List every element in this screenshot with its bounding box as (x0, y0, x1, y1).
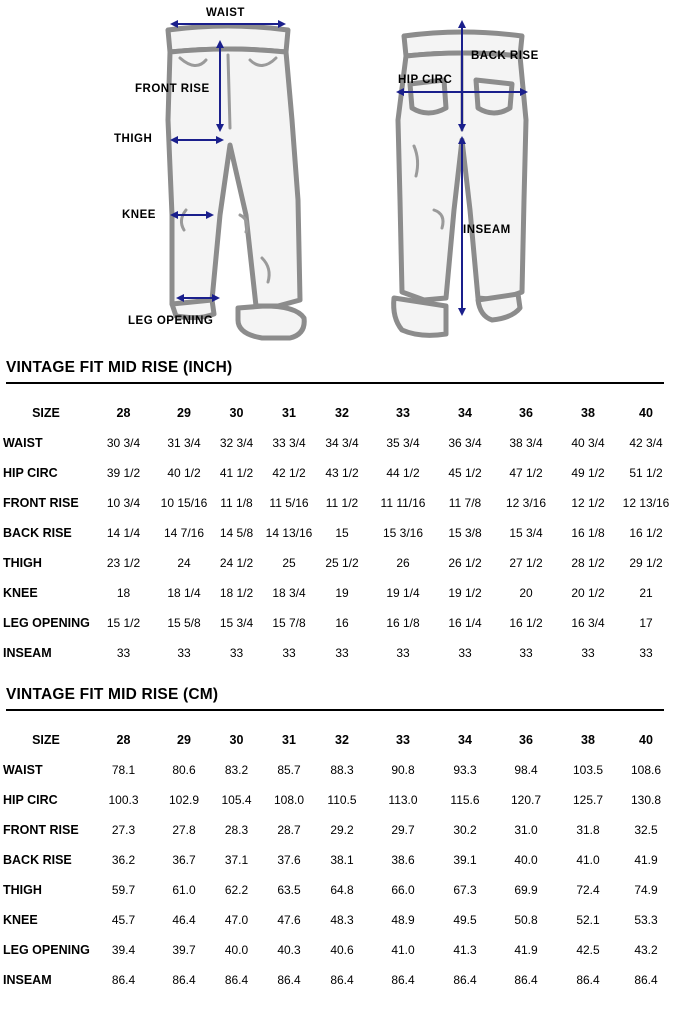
row-label: LEG OPENING (3, 616, 90, 630)
size-header: SIZE (32, 733, 60, 747)
table-header-row (0, 398, 678, 428)
size-column-header: 40 (639, 733, 653, 747)
table-cell: 33 (581, 646, 595, 660)
table-row (0, 785, 678, 815)
table-cell: 93.3 (453, 763, 477, 777)
table-cell: 40.0 (224, 943, 249, 957)
table-cell: 86.4 (111, 973, 136, 987)
table-cell: 40 3/4 (571, 436, 605, 450)
table-row (0, 458, 678, 488)
table-cell: 10 15/16 (160, 496, 208, 510)
table-row (0, 845, 678, 875)
table-cell: 90.8 (391, 763, 415, 777)
table-row (0, 965, 678, 995)
size-column-header: 29 (177, 406, 191, 420)
row-label: INSEAM (3, 973, 52, 987)
table-cell: 45 1/2 (448, 466, 482, 480)
table-cell: 28.7 (277, 823, 301, 837)
table-cell: 32 3/4 (219, 436, 254, 450)
table-cell: 33 (282, 646, 296, 660)
cm-title-divider (6, 709, 664, 711)
table-cell: 83.2 (224, 763, 249, 777)
table-cell: 41.0 (391, 943, 415, 957)
table-cell: 26 1/2 (448, 556, 482, 570)
size-column-header: 33 (396, 733, 410, 747)
row-label: BACK RISE (3, 853, 72, 867)
table-row (0, 815, 678, 845)
table-cell: 69.9 (514, 883, 538, 897)
table-cell: 130.8 (630, 793, 662, 807)
size-column-header: 30 (229, 733, 244, 747)
table-cell: 49.5 (453, 913, 477, 927)
table-cell: 86.4 (514, 973, 538, 987)
table-cell: 59.7 (111, 883, 136, 897)
table-cell: 25 (282, 556, 296, 570)
table-cell: 16 1/2 (629, 526, 663, 540)
size-column-header: 33 (396, 406, 410, 420)
table-cell: 52.1 (576, 913, 600, 927)
table-cell: 15 1/2 (106, 616, 141, 630)
size-header: SIZE (32, 406, 60, 420)
table-cell: 14 13/16 (265, 526, 313, 540)
table-cell: 115.6 (450, 793, 480, 807)
table-row (0, 755, 678, 785)
table-cell: 31.8 (576, 823, 600, 837)
row-label: THIGH (3, 556, 42, 570)
table-cell: 88.3 (330, 763, 354, 777)
table-cell: 18 1/4 (167, 586, 201, 600)
table-cell: 36.2 (111, 853, 136, 867)
table-cell: 24 (177, 556, 191, 570)
row-label: THIGH (3, 883, 42, 897)
table-row (0, 935, 678, 965)
table-cell: 21 (639, 586, 653, 600)
table-cell: 28.3 (224, 823, 249, 837)
table-cell: 41.9 (634, 853, 658, 867)
table-row (0, 578, 678, 608)
label-knee: KNEE (122, 209, 156, 221)
table-row (0, 905, 678, 935)
table-cell: 11 7/8 (448, 496, 482, 510)
table-cell: 18 1/2 (219, 586, 254, 600)
table-row (0, 428, 678, 458)
row-label: KNEE (3, 586, 38, 600)
table-cell: 15 3/4 (509, 526, 543, 540)
inch-size-table (0, 398, 678, 668)
size-column-header: 32 (335, 406, 349, 420)
table-cell: 86.4 (224, 973, 249, 987)
table-cell: 86.4 (576, 973, 600, 987)
label-front-rise: FRONT RISE (135, 83, 210, 95)
size-column-header: 38 (581, 406, 595, 420)
table-row (0, 638, 678, 668)
table-cell: 16 (335, 616, 349, 630)
table-cell: 103.5 (572, 763, 604, 777)
table-cell: 63.5 (277, 883, 301, 897)
table-cell: 34 3/4 (325, 436, 359, 450)
table-cell: 14 5/8 (219, 526, 254, 540)
table-cell: 41.9 (514, 943, 538, 957)
table-cell: 30.2 (453, 823, 477, 837)
table-cell: 16 1/4 (448, 616, 482, 630)
table-cell: 50.8 (514, 913, 538, 927)
table-cell: 16 1/2 (509, 616, 543, 630)
table-cell: 25 1/2 (325, 556, 359, 570)
row-label: INSEAM (3, 646, 52, 660)
size-column-header: 31 (282, 733, 296, 747)
table-row (0, 488, 678, 518)
table-cell: 108.0 (273, 793, 305, 807)
size-column-header: 34 (458, 406, 472, 420)
row-label: HIP CIRC (3, 793, 58, 807)
table-cell: 30 3/4 (106, 436, 141, 450)
cm-size-table (0, 725, 678, 995)
table-cell: 15 7/8 (272, 616, 306, 630)
table-cell: 19 (335, 586, 349, 600)
table-cell: 98.4 (514, 763, 538, 777)
table-cell: 33 (458, 646, 472, 660)
table-cell: 12 1/2 (571, 496, 605, 510)
table-cell: 16 1/8 (386, 616, 420, 630)
table-cell: 11 11/16 (380, 496, 426, 510)
table-cell: 38.1 (330, 853, 354, 867)
table-cell: 86.4 (453, 973, 477, 987)
table-cell: 41.3 (453, 943, 477, 957)
row-label: KNEE (3, 913, 38, 927)
label-back-rise: BACK RISE (471, 50, 539, 62)
table-header-row (0, 725, 678, 755)
row-label: WAIST (3, 436, 43, 450)
size-column-header: 31 (282, 406, 296, 420)
table-cell: 85.7 (277, 763, 301, 777)
table-cell: 33 (519, 646, 533, 660)
table-cell: 14 1/4 (106, 526, 141, 540)
table-cell: 61.0 (172, 883, 196, 897)
table-cell: 39.7 (172, 943, 196, 957)
table-cell: 120.7 (510, 793, 542, 807)
table-cell: 36.7 (172, 853, 196, 867)
table-cell: 18 3/4 (272, 586, 306, 600)
table-cell: 29.7 (391, 823, 415, 837)
table-cell: 100.3 (108, 793, 139, 807)
table-cell: 72.4 (576, 883, 600, 897)
table-cell: 80.6 (172, 763, 196, 777)
table-cell: 86.4 (391, 973, 415, 987)
table-cell: 39 1/2 (106, 466, 141, 480)
inch-title-divider (6, 382, 664, 384)
measurement-diagram (0, 0, 678, 352)
label-hip-circ: HIP CIRC (398, 74, 453, 86)
table-cell: 41 1/2 (219, 466, 254, 480)
size-column-header: 28 (116, 406, 131, 420)
table-cell: 15 3/16 (382, 526, 424, 540)
table-cell: 86.4 (330, 973, 354, 987)
row-label: FRONT RISE (3, 496, 79, 510)
inch-table-title: VINTAGE FIT MID RISE (INCH) (6, 359, 233, 376)
size-column-header: 29 (177, 733, 191, 747)
table-cell: 33 (229, 646, 244, 660)
table-cell: 47.6 (277, 913, 301, 927)
table-cell: 17 (639, 616, 653, 630)
table-cell: 64.8 (330, 883, 354, 897)
table-cell: 35 3/4 (386, 436, 420, 450)
table-cell: 74.9 (634, 883, 658, 897)
table-cell: 20 1/2 (571, 586, 605, 600)
table-cell: 11 1/8 (220, 496, 253, 510)
table-cell: 38.6 (391, 853, 415, 867)
table-cell: 86.4 (277, 973, 301, 987)
table-cell: 15 3/8 (448, 526, 482, 540)
table-cell: 39.1 (453, 853, 477, 867)
table-cell: 46.4 (172, 913, 196, 927)
size-column-header: 28 (116, 733, 131, 747)
table-cell: 27.8 (172, 823, 196, 837)
table-cell: 28 1/2 (571, 556, 605, 570)
table-cell: 27.3 (111, 823, 136, 837)
table-cell: 40 1/2 (167, 466, 201, 480)
table-cell: 16 1/8 (571, 526, 605, 540)
table-cell: 18 (116, 586, 131, 600)
table-cell: 86.4 (172, 973, 196, 987)
table-cell: 29 1/2 (629, 556, 663, 570)
table-cell: 86.4 (634, 973, 658, 987)
table-cell: 37.1 (224, 853, 249, 867)
table-cell: 43.2 (634, 943, 658, 957)
table-cell: 31.0 (514, 823, 538, 837)
table-cell: 48.9 (391, 913, 415, 927)
table-cell: 32.5 (634, 823, 658, 837)
table-cell: 47.0 (224, 913, 249, 927)
table-cell: 53.3 (634, 913, 658, 927)
table-cell: 62.2 (224, 883, 249, 897)
table-cell: 11 1/2 (325, 496, 359, 510)
table-row (0, 608, 678, 638)
table-cell: 40.0 (514, 853, 538, 867)
table-cell: 105.4 (221, 793, 252, 807)
table-cell: 44 1/2 (386, 466, 420, 480)
label-thigh: THIGH (114, 133, 153, 145)
table-cell: 43 1/2 (325, 466, 359, 480)
table-row (0, 518, 678, 548)
table-cell: 19 1/2 (448, 586, 482, 600)
table-cell: 33 (116, 646, 131, 660)
size-column-header: 40 (639, 406, 653, 420)
table-cell: 36 3/4 (448, 436, 482, 450)
table-cell: 33 3/4 (272, 436, 306, 450)
table-cell: 125.7 (572, 793, 604, 807)
table-cell: 14 7/16 (163, 526, 205, 540)
size-column-header: 38 (581, 733, 595, 747)
table-cell: 12 3/16 (505, 496, 547, 510)
label-waist: WAIST (206, 7, 245, 19)
table-cell: 40.6 (330, 943, 354, 957)
table-cell: 67.3 (453, 883, 477, 897)
table-cell: 37.6 (277, 853, 301, 867)
table-cell: 33 (639, 646, 653, 660)
size-column-header: 36 (519, 733, 533, 747)
table-cell: 16 3/4 (571, 616, 605, 630)
table-cell: 42.5 (576, 943, 600, 957)
label-leg-opening: LEG OPENING (128, 315, 214, 327)
table-cell: 23 1/2 (106, 556, 141, 570)
label-inseam: INSEAM (463, 224, 511, 236)
table-cell: 49 1/2 (571, 466, 605, 480)
table-cell: 39.4 (111, 943, 136, 957)
table-cell: 26 (396, 556, 410, 570)
table-cell: 66.0 (391, 883, 415, 897)
table-cell: 40.3 (277, 943, 301, 957)
table-cell: 108.6 (630, 763, 662, 777)
row-label: WAIST (3, 763, 43, 777)
table-cell: 102.9 (168, 793, 200, 807)
table-cell: 42 3/4 (629, 436, 663, 450)
table-cell: 10 3/4 (106, 496, 141, 510)
row-label: LEG OPENING (3, 943, 90, 957)
size-column-header: 32 (335, 733, 349, 747)
table-cell: 11 5/16 (269, 496, 309, 510)
table-cell: 15 5/8 (167, 616, 201, 630)
table-row (0, 548, 678, 578)
table-cell: 27 1/2 (509, 556, 543, 570)
size-column-header: 30 (229, 406, 244, 420)
table-cell: 31 3/4 (167, 436, 201, 450)
table-cell: 78.1 (111, 763, 136, 777)
row-label: BACK RISE (3, 526, 72, 540)
table-cell: 15 (335, 526, 349, 540)
table-cell: 110.5 (327, 793, 357, 807)
table-cell: 47 1/2 (509, 466, 543, 480)
table-cell: 113.0 (388, 793, 418, 807)
table-cell: 38 3/4 (509, 436, 543, 450)
table-cell: 41.0 (576, 853, 600, 867)
size-column-header: 34 (458, 733, 472, 747)
table-cell: 42 1/2 (272, 466, 306, 480)
table-row (0, 875, 678, 905)
table-cell: 51 1/2 (629, 466, 663, 480)
table-cell: 33 (335, 646, 349, 660)
table-cell: 48.3 (330, 913, 354, 927)
table-cell: 15 3/4 (219, 616, 254, 630)
row-label: FRONT RISE (3, 823, 79, 837)
table-cell: 24 1/2 (219, 556, 254, 570)
table-cell: 19 1/4 (386, 586, 420, 600)
table-cell: 45.7 (111, 913, 136, 927)
table-cell: 12 13/16 (622, 496, 670, 510)
table-cell: 33 (177, 646, 191, 660)
front-pants-illustration (168, 26, 304, 338)
table-cell: 20 (519, 586, 533, 600)
table-cell: 33 (396, 646, 410, 660)
cm-table-title: VINTAGE FIT MID RISE (CM) (6, 686, 219, 703)
row-label: HIP CIRC (3, 466, 58, 480)
table-cell: 29.2 (330, 823, 354, 837)
size-column-header: 36 (519, 406, 533, 420)
